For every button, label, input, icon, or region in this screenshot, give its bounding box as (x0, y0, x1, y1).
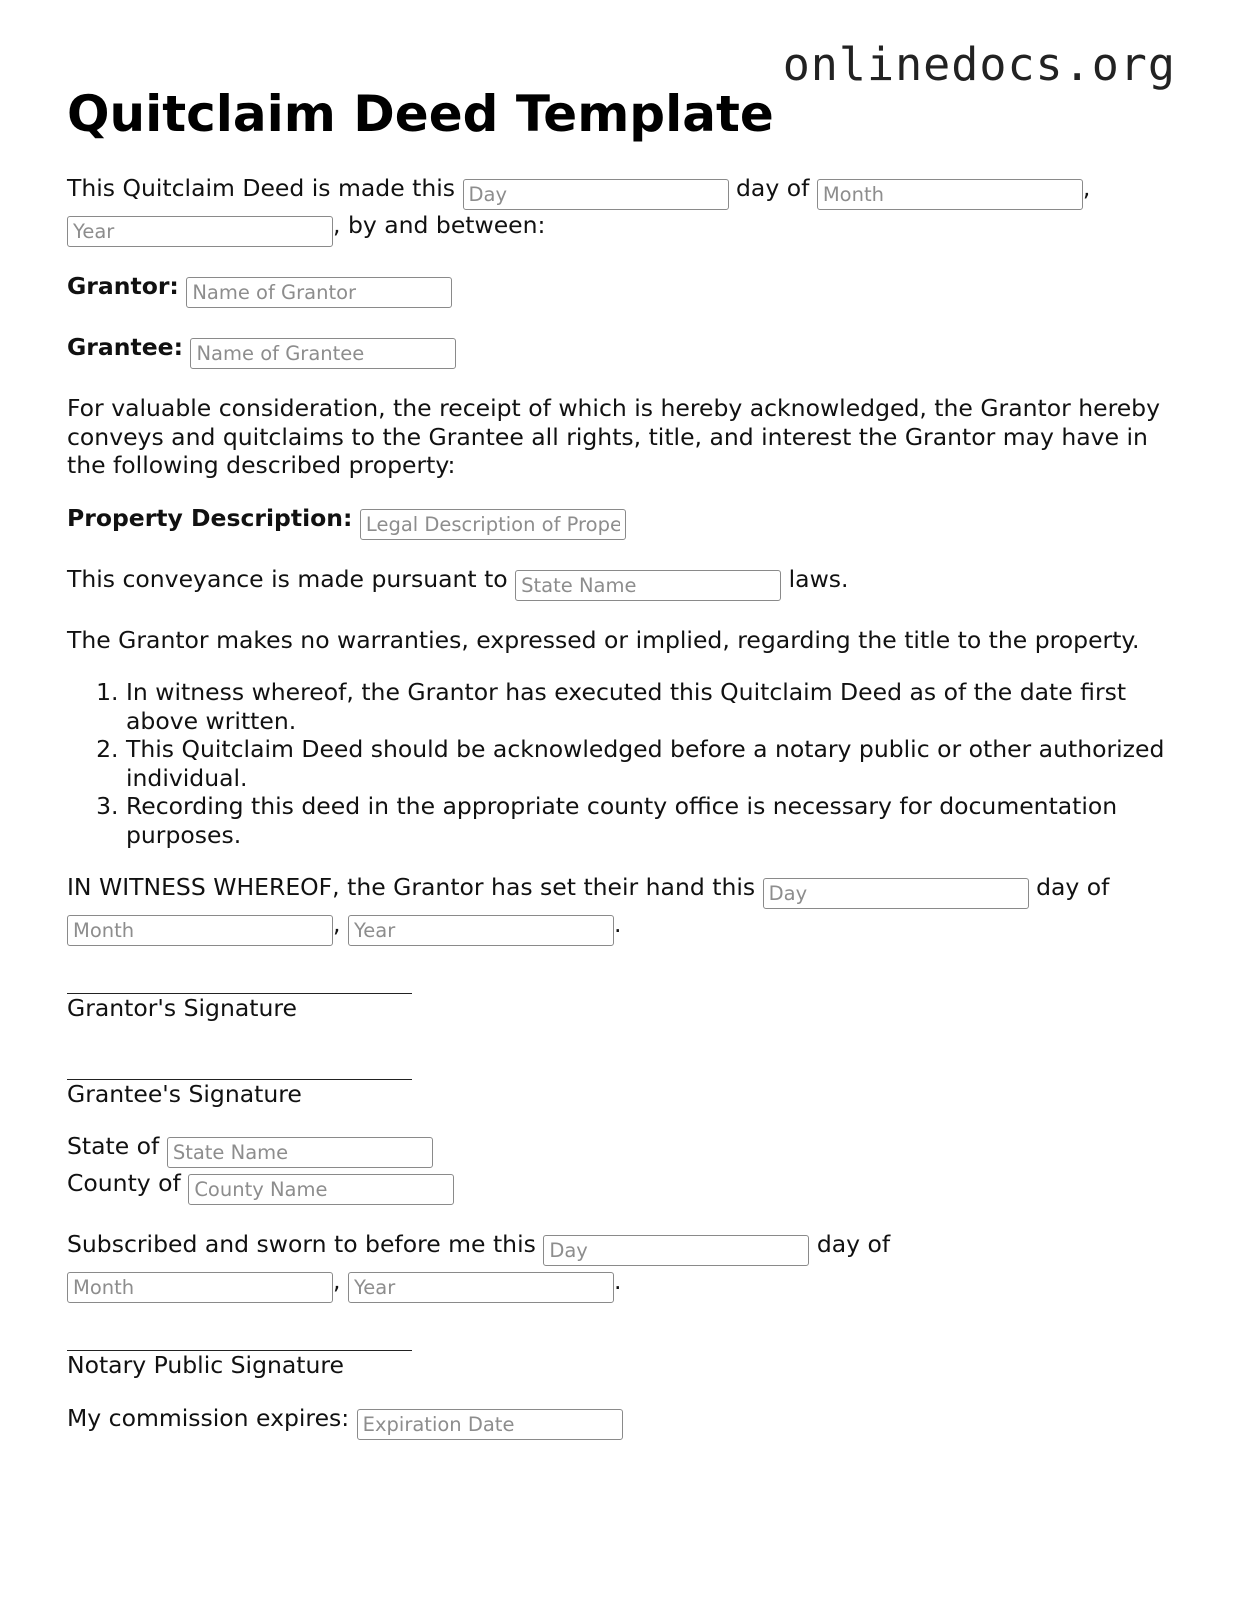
intro-comma: , (1082, 174, 1091, 202)
commission-label: My commission expires: (67, 1403, 350, 1432)
conveyance-state-input[interactable] (515, 570, 781, 601)
consideration-paragraph: For valuable consideration, the receipt of which is hereby acknowledged, the Grantor hereby conveys and quitclaims to the Grantee all rights, title, and interest the Grantor may have in the following described property: (67, 394, 1161, 479)
list-item: 1. In witness whereof, the Grantor has executed this Quitclaim Deed as of the date first above written. (126, 678, 1172, 735)
sworn-year-input[interactable] (348, 1272, 614, 1303)
intro-paragraph (67, 174, 1172, 248)
state-row (67, 1132, 1172, 1169)
notary-signature-label: Notary Public Signature (67, 1351, 344, 1379)
conveyance-row (67, 565, 1172, 602)
commission-expiration-input[interactable] (357, 1409, 623, 1440)
warranty-paragraph: The Grantor makes no warranties, expressed or implied, regarding the title to the property. (67, 625, 1140, 654)
witness-period: . (613, 910, 622, 938)
notary-signature-block (67, 1324, 1172, 1380)
list-item: 3. Recording this deed in the appropriate county office is necessary for documentation purposes. (126, 792, 1172, 849)
brand-watermark: onlinedocs.org (782, 38, 1176, 91)
sworn-day-of-text: day of (816, 1230, 891, 1258)
conveyance-text-after: laws. (788, 564, 849, 593)
list-item: 2. This Quitclaim Deed should be acknowledged before a notary public or other authorized individual. (126, 735, 1172, 792)
sworn-period: . (613, 1267, 622, 1295)
witness-day-of-text: day of (1036, 873, 1110, 901)
witness-year-input[interactable] (348, 915, 614, 946)
grantee-row (67, 333, 1172, 370)
sworn-comma: , (333, 1267, 341, 1295)
witness-text-before: IN WITNESS WHEREOF, the Grantor has set their hand this (67, 873, 756, 901)
property-label: Property Description: (67, 503, 353, 532)
grantor-label: Grantor: (67, 272, 179, 300)
grantor-name-input[interactable] (186, 277, 452, 308)
intro-text-after: , by and between: (333, 211, 546, 239)
grantee-signature-line[interactable] (67, 1053, 412, 1080)
property-row (67, 504, 1172, 541)
witness-day-input[interactable] (763, 878, 1029, 909)
grantee-name-input[interactable] (190, 338, 456, 369)
witness-month-input[interactable] (67, 915, 333, 946)
commission-row (67, 1404, 1172, 1441)
property-description-input[interactable] (360, 509, 626, 540)
intro-day-of-text: day of (736, 174, 810, 202)
intro-month-input[interactable] (817, 179, 1083, 210)
grantee-signature-block (67, 1053, 1172, 1109)
witness-comma: , (333, 910, 341, 938)
sworn-text-before: Subscribed and sworn to before me this (67, 1230, 536, 1258)
intro-text-before: This Quitclaim Deed is made this (67, 174, 456, 202)
grantee-label: Grantee: (67, 333, 183, 361)
county-name-input[interactable] (188, 1174, 454, 1205)
notary-signature-line[interactable] (67, 1324, 412, 1351)
sworn-month-input[interactable] (67, 1272, 333, 1303)
sworn-day-input[interactable] (543, 1235, 809, 1266)
grantor-signature-label: Grantor's Signature (67, 994, 297, 1022)
sworn-paragraph (67, 1230, 1172, 1304)
grantor-row (67, 272, 1172, 309)
grantor-signature-block (67, 967, 1172, 1023)
intro-day-input[interactable] (463, 179, 729, 210)
grantee-signature-label: Grantee's Signature (67, 1079, 302, 1108)
county-row (67, 1169, 1172, 1206)
document-page (67, 84, 1172, 1465)
intro-year-input[interactable] (67, 216, 333, 247)
conveyance-text-before: This conveyance is made pursuant to (67, 564, 508, 593)
state-name-input[interactable] (167, 1137, 433, 1168)
state-label: State of (67, 1132, 160, 1160)
witness-paragraph (67, 873, 1172, 947)
grantor-signature-line[interactable] (67, 967, 412, 994)
county-label: County of (67, 1169, 181, 1197)
terms-list (67, 678, 1172, 849)
page-title: Quitclaim Deed Template (67, 85, 774, 143)
